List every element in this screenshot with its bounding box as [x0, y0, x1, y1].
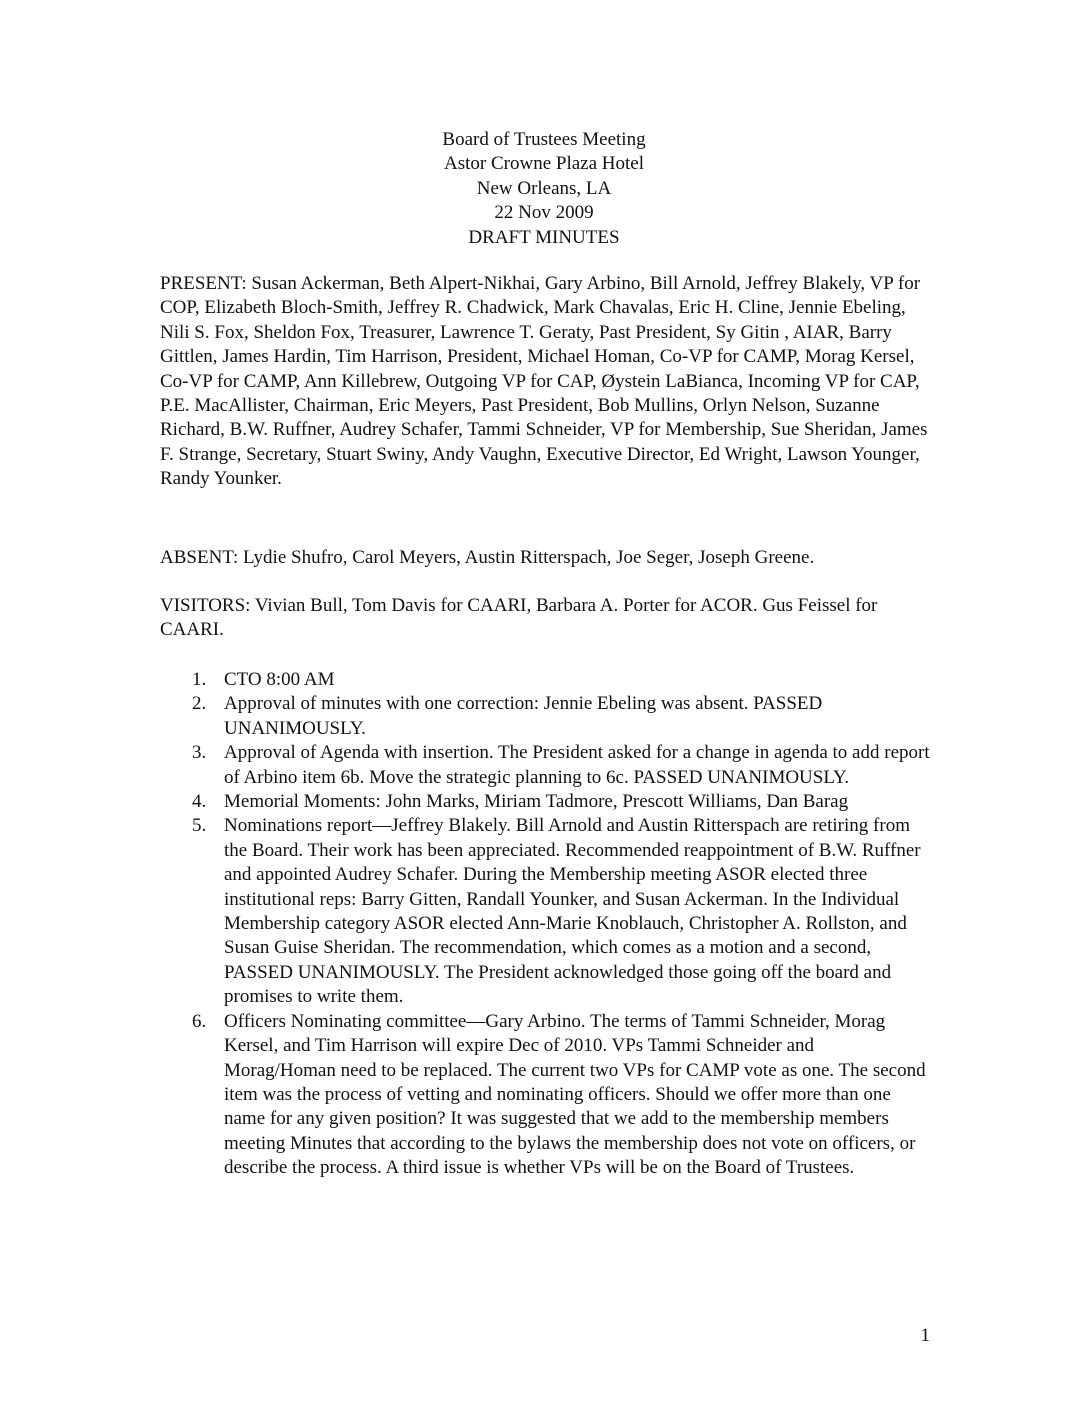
meeting-date: 22 Nov 2009 — [494, 202, 594, 224]
item-text: Nominations report—Jeffrey Blakely. Bill Arnold and Austin Ritterspach are retiring from the Board. Their work has been appreciated. Recommended reappointment of B.W. Ruffner and appointed Audrey Schafer. During the Membership meeting ASOR elected three institutional reps: Barry Gitten, Randall Younker, and Susan Ackerman. In the Individual Membership category ASOR elected Ann-Marie Knoblauch, Christopher A. Rollston, and Susan Guise Sheridan. The recommendation, which comes as a motion and a second, PASSED UNANIMOUSLY. The President acknowledged those going off the board and promises to write them. — [224, 815, 921, 1008]
meeting-location: New Orleans, LA — [476, 177, 612, 199]
item-number: 4. — [192, 791, 207, 813]
agenda-items — [160, 668, 930, 1181]
item-text: Approval of Agenda with insertion. The President asked for a change in agenda to add report of Arbino item 6b. Move the strategic planning to 6c. PASSED UNANIMOUSLY. — [224, 742, 930, 788]
agenda-item — [160, 814, 930, 1009]
item-number: 1. — [192, 669, 207, 690]
agenda-item — [160, 741, 930, 790]
document-heading — [0, 128, 1088, 250]
item-number: 3. — [192, 742, 207, 764]
visitors-list: VISITORS: Vivian Bull, Tom Davis for CAARI, Barbara A. Porter for ACOR. Gus Feissel for CAARI. — [160, 595, 878, 641]
item-text: Memorial Moments: John Marks, Miriam Tadmore, Prescott Williams, Dan Barag — [224, 791, 849, 813]
agenda-item — [160, 790, 930, 814]
present-attendees: PRESENT: Susan Ackerman, Beth Alpert-Nikhai, Gary Arbino, Bill Arnold, Jeffrey Blakely, VP for COP, Elizabeth Bloch-Smith, Jeffrey R. Chadwick, Mark Chavalas, Eric H. Cline, Jennie Ebeling, Nili S. Fox, Sheldon Fox, Treasurer, Lawrence T. Geraty, Past President, Sy Gitin , AIAR, Barry Gittlen, James Hardin, Tim Harrison, President, Michael Homan, Co-VP for CAMP, Morag Kersel, Co-VP for CAMP, Ann Killebrew, Outgoing VP for CAP, Øystein LaBianca, Incoming VP for CAP, P.E. MacAllister, Chairman, Eric Meyers, Past President, Bob Mullins, Orlyn Nelson, Suzanne Richard, B.W. Ruffner, Audrey Schafer, Tammi Schneider, VP for Membership, Sue Sheridan, James F. Strange, Secretary, Stuart Swiny, Andy Vaughn, Executive Director, Ed Wright, Lawson Younger, Randy Younker. — [160, 273, 928, 490]
document-status: DRAFT MINUTES — [468, 226, 620, 248]
agenda-item — [160, 692, 930, 741]
item-text: Officers Nominating committee—Gary Arbino. The terms of Tammi Schneider, Morag Kersel, and Tim Harrison will expire Dec of 2010. VPs Tammi Schneider and Morag/Homan need to be replaced. The current two VPs for CAMP vote as one. The second item was the process of vetting and nominating officers. Should we offer more than one name for any given position? It was suggested that we add to the membership members meeting Minutes that according to the bylaws the membership does not vote on officers, or describe the process. A third issue is whether VPs will be on the Board of Trustees. — [224, 1010, 926, 1179]
absent-members: ABSENT: Lydie Shufro, Carol Meyers, Austin Ritterspach, Joe Seger, Joseph Greene. — [160, 547, 815, 568]
page-number: 1 — [920, 1325, 930, 1346]
agenda-item — [160, 668, 930, 692]
item-number: 2. — [192, 693, 207, 715]
item-number: 5. — [192, 815, 207, 837]
meeting-title: Board of Trustees Meeting — [442, 129, 646, 150]
meeting-venue: Astor Crowne Plaza Hotel — [444, 153, 644, 175]
agenda-item — [160, 1010, 930, 1181]
item-number: 6. — [192, 1010, 207, 1032]
item-text: Approval of minutes with one correction: Jennie Ebeling was absent. PASSED UNANIMOUSLY. — [224, 693, 823, 739]
item-text: CTO 8:00 AM — [224, 669, 335, 690]
